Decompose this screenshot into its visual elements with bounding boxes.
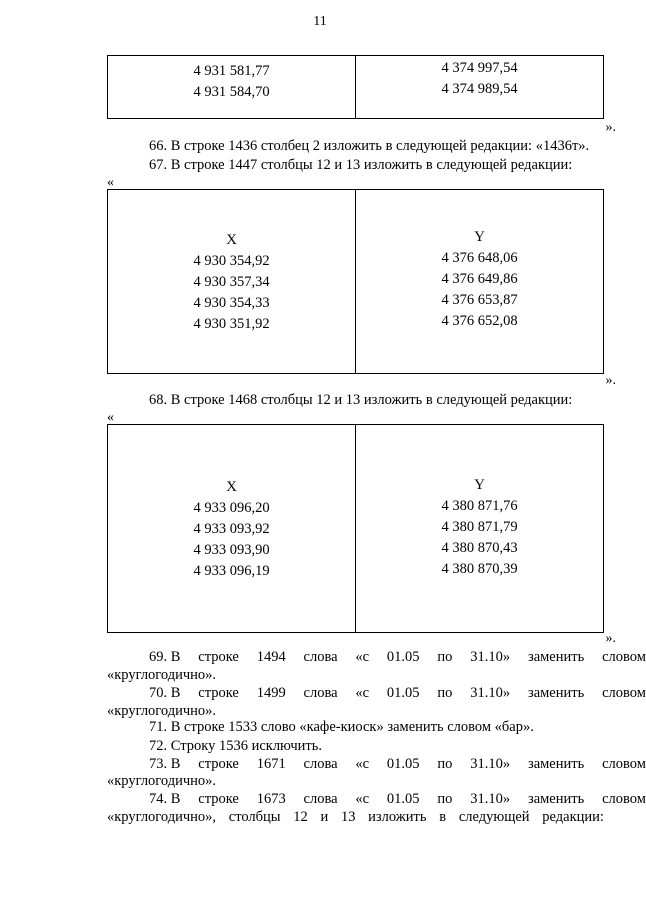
y-value: 4 376 648,06 [441, 250, 518, 266]
y-header: Y [474, 229, 485, 245]
item-69-line-1: 69. В строке 1494 слова «с 01.05 по 31.10» заменить словом [149, 649, 646, 665]
y-header: Y [474, 477, 485, 493]
y-value: 4 376 652,08 [441, 313, 518, 329]
y-column [356, 425, 604, 633]
x-column [108, 425, 356, 633]
x-value: 4 931 581,77 [193, 63, 270, 79]
close-quote: ». [605, 373, 616, 388]
open-quote: « [107, 410, 114, 425]
item-67: 67. В строке 1447 столбцы 12 и 13 изложить в следующей редакции: [149, 157, 573, 173]
item-70-line-1: 70. В строке 1499 слова «с 01.05 по 31.10» заменить словом [149, 685, 646, 701]
x-value: 4 930 357,34 [193, 274, 270, 290]
page-number: 11 [313, 14, 327, 29]
x-value: 4 930 351,92 [193, 316, 270, 332]
x-value: 4 930 354,92 [193, 253, 270, 269]
open-quote: « [107, 175, 114, 190]
item-71: 71. В строке 1533 слово «кафе-киоск» заменить словом «бар». [149, 719, 534, 735]
item-66: 66. В строке 1436 столбец 2 изложить в следующей редакции: «1436т». [149, 138, 590, 154]
coordinates-table-1447 [107, 189, 604, 374]
item-73-line-2: «круглогодично». [107, 773, 217, 789]
x-column [108, 56, 356, 119]
item-69-line-2: «круглогодично». [107, 667, 217, 683]
x-value: 4 933 093,90 [193, 542, 270, 558]
item-70-line-2: «круглогодично». [107, 703, 217, 719]
item-74-line-2: «круглогодично», столбцы 12 и 13 изложить в следующей редакции: [107, 809, 604, 825]
y-value: 4 380 870,43 [441, 540, 518, 556]
coordinates-table-continued [107, 55, 604, 119]
y-value: 4 380 870,39 [441, 561, 518, 577]
x-value: 4 930 354,33 [193, 295, 270, 311]
x-header: X [226, 479, 237, 495]
y-column [356, 56, 604, 119]
y-value: 4 376 649,86 [441, 271, 518, 287]
y-value: 4 374 989,54 [441, 81, 518, 97]
close-quote: ». [605, 631, 616, 646]
item-73-line-1: 73. В строке 1671 слова «с 01.05 по 31.10» заменить словом [149, 756, 646, 772]
y-value: 4 380 871,79 [441, 519, 518, 535]
x-value: 4 931 584,70 [193, 84, 270, 100]
x-value: 4 933 093,92 [193, 521, 270, 537]
y-value: 4 376 653,87 [441, 292, 518, 308]
item-72: 72. Строку 1536 исключить. [149, 738, 322, 754]
y-value: 4 380 871,76 [441, 498, 518, 514]
item-74-line-1: 74. В строке 1673 слова «с 01.05 по 31.10» заменить словом [149, 791, 646, 807]
x-value: 4 933 096,20 [193, 500, 270, 516]
item-68: 68. В строке 1468 столбцы 12 и 13 изложить в следующей редакции: [149, 392, 573, 408]
x-column [108, 190, 356, 374]
y-value: 4 374 997,54 [441, 60, 518, 76]
x-value: 4 933 096,19 [193, 563, 270, 579]
coordinates-table-1468 [107, 424, 604, 633]
x-header: X [226, 232, 237, 248]
close-quote: ». [605, 120, 616, 135]
y-column [356, 190, 604, 374]
